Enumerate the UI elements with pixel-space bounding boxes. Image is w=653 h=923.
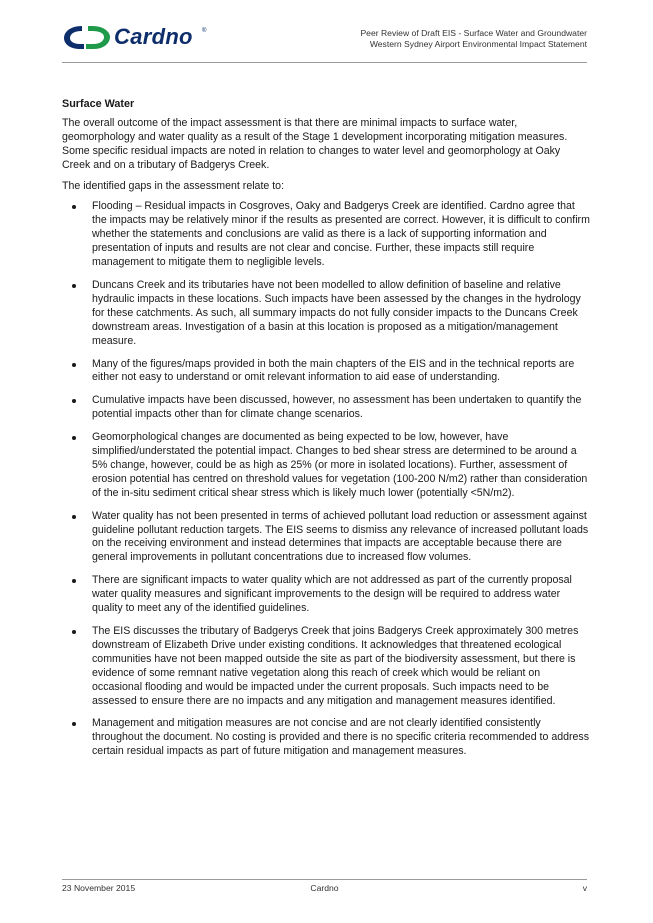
list-item — [62, 717, 590, 759]
list-item-text: There are significant impacts to water quality which are not addressed as part of the currently proposal water quality measures and significant improvements to the design will be required to address water quality to meet any of the identified guidelines. — [92, 574, 572, 615]
bullet-icon — [72, 205, 76, 209]
list-item-text: Geomorphological changes are documented as being expected to be low, however, have simplified/understated the potential impact. Changes to bed shear stress are determined to be around a 5% change, however, could be as high as 25% (or more in isolated locations). Further, assessment of erosion potential has centred on threshold values for vegetation (100-200 N/m2) rather than consideration of the in-situ sediment critical shear stress which is likely much lower (potentially <5N/m2). — [92, 431, 588, 499]
bullet-icon — [72, 630, 76, 634]
header-divider — [62, 62, 587, 63]
list-item-text: Flooding – Residual impacts in Cosgroves, Oaky and Badgerys Creek are identified. Cardno agree that the impacts may be relatively minor if the results as presented are correct. However, it is difficult to confirm whether the statements and conclusions are valid as there is a lack of supporting information and presentation of inputs and results are not clear and concise. Further, these impacts still require management to mitigate them to negligible levels. — [92, 200, 590, 269]
list-item-text: The EIS discusses the tributary of Badgerys Creek that joins Badgerys Creek approximately 300 metres downstream of Elizabeth Drive under existing conditions. It acknowledges that threatened ecological communities have not been mapped outside the site as part of the biodiversity assessment, but there is evidence of some remnant native vegetation along this reach of creek which would be reliant on occasional flooding and would be impacted under the current proposals. Such impacts need to be assessed to ensure there are no impacts and any mitigation and management measures identified. — [92, 625, 579, 707]
list-item — [62, 574, 590, 616]
document-title-line-1: Peer Review of Draft EIS - Surface Water and Groundwater — [360, 28, 587, 38]
list-item-text: Water quality has not been presented in terms of achieved pollutant load reduction or assessment against guideline pollutant reduction targets. The EIS seems to dismiss any relevance of increased pollutant loads on the receiving environment and instead determines that impacts are acceptable because there are general improvements in pollutant concentrations due to increased flow volumes. — [92, 509, 589, 564]
page-footer — [62, 883, 587, 895]
list-item — [62, 431, 590, 501]
gaps-list — [62, 200, 590, 759]
list-item — [62, 510, 590, 566]
bullet-icon — [72, 284, 76, 288]
bullet-icon — [72, 722, 76, 726]
list-item — [62, 200, 590, 270]
bullet-icon — [72, 399, 76, 403]
page-number: v — [582, 883, 587, 893]
list-item — [62, 625, 590, 708]
list-item — [62, 394, 590, 422]
cardno-logo — [62, 22, 212, 54]
bullet-icon — [72, 579, 76, 583]
gaps-intro-paragraph: The identified gaps in the assessment relate to: — [62, 179, 285, 192]
bullet-icon — [72, 436, 76, 440]
list-item-text: Duncans Creek and its tributaries have not been modelled to allow definition of baseline and relative hydraulic impacts in these locations. Such impacts have been assessed by the changes in the hydrology for these catchments. As such, all summary impacts do not fully consider impacts to the Duncans Creek downstream areas. Investigation of a basin at this location is proposed as a mitigation/management measure. — [92, 278, 581, 347]
list-item-text: Management and mitigation measures are not concise and are not clearly identified consistently throughout the document. No costing is provided and there is no specific criteria recommended to address certain residual impacts as part of future mitigation and management measures. — [92, 717, 590, 758]
cardno-logo-mark-icon — [62, 22, 112, 52]
list-item-text: Many of the figures/maps provided in both the main chapters of the EIS and in the technical reports are either not easy to understand or omit relevant information to aid ease of understanding. — [92, 357, 575, 384]
logo-registered-mark: ® — [202, 28, 207, 34]
bullet-icon — [72, 363, 76, 367]
list-item-text: Cumulative impacts have been discussed, however, no assessment has been undertaken to quantify the potential impacts other than for climate change scenarios. — [92, 394, 582, 421]
footer-divider — [62, 879, 587, 880]
list-item — [62, 279, 590, 349]
page-content — [62, 98, 590, 768]
bullet-icon — [72, 515, 76, 519]
footer-date: 23 November 2015 — [62, 883, 136, 893]
document-title-line-2: Western Sydney Airport Environmental Impact Statement — [369, 39, 587, 49]
intro-paragraph: The overall outcome of the impact assessment is that there are minimal impacts to surface water, geomorphology and water quality as a result of the Stage 1 development incorporating mitigation measures. Some specific residual impacts are noted in relation to changes to water level and geomorphology at Oaky Creek and on a tributary of Badgerys Creek. — [62, 116, 568, 171]
logo-wordmark: Cardno — [114, 24, 193, 49]
document-title — [360, 28, 587, 50]
list-item — [62, 358, 590, 386]
section-heading: Surface Water — [62, 98, 135, 110]
footer-company: Cardno — [310, 883, 339, 893]
page-header — [0, 0, 653, 70]
